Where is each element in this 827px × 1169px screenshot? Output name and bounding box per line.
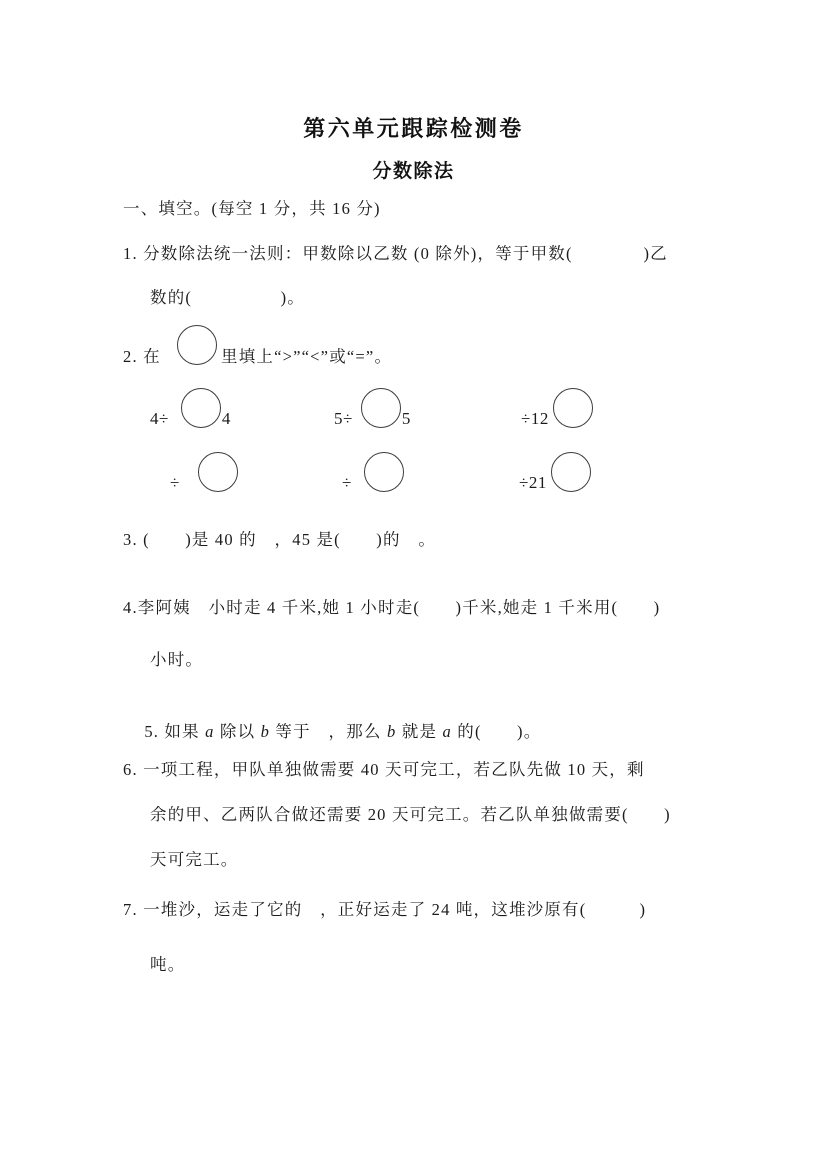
q5-text: 5. 如果 bbox=[144, 722, 206, 741]
compare-circle bbox=[551, 452, 591, 492]
question-6-line-1: 6. 一项工程，甲队单独做需要 40 天可完工，若乙队先做 10 天，剩 bbox=[123, 760, 645, 779]
question-1-line-1: 1. 分数除法统一法则：甲数除以乙数 (0 除外)，等于甲数( )乙 bbox=[123, 244, 668, 263]
question-2-tail: 里填上“>”“<”或“=”。 bbox=[221, 347, 393, 366]
compare-item-2-left: 5÷ bbox=[334, 409, 353, 428]
question-5-line-1 bbox=[123, 703, 541, 760]
q5-var-b: b bbox=[386, 722, 397, 741]
q5-text: 等于 ，那么 bbox=[270, 722, 387, 741]
page-subtitle: 分数除法 bbox=[372, 161, 455, 182]
section-heading: 一、填空。(每空 1 分，共 16 分) bbox=[123, 199, 381, 218]
compare-item-1 bbox=[150, 384, 231, 428]
q5-text: 就是 bbox=[396, 722, 443, 741]
question-1-line-2: 数的( )。 bbox=[150, 288, 305, 307]
question-3-line-1: 3. ( )是 40 的 ，45 是( )的 。 bbox=[123, 530, 437, 549]
compare-circle bbox=[181, 388, 221, 428]
compare-circle bbox=[364, 452, 404, 492]
compare-circle bbox=[553, 388, 593, 428]
q5-var-a: a bbox=[442, 722, 452, 741]
compare-item-6-left: ÷21 bbox=[519, 473, 547, 492]
compare-item-4-left: ÷ bbox=[170, 473, 180, 492]
question-4-line-2: 小时。 bbox=[150, 650, 204, 669]
question-6-line-3: 天可完工。 bbox=[150, 850, 239, 869]
page-title: 第六单元跟踪检测卷 bbox=[303, 116, 524, 141]
compare-item-5-left: ÷ bbox=[342, 473, 352, 492]
q5-text: 除以 bbox=[214, 722, 261, 741]
question-4-line-1: 4.李阿姨 小时走 4 千米,她 1 小时走( )千米,她走 1 千米用( ) bbox=[123, 598, 661, 617]
compare-item-6 bbox=[519, 448, 592, 492]
compare-item-3 bbox=[521, 384, 594, 428]
compare-circle bbox=[361, 388, 401, 428]
compare-circle-blank bbox=[177, 325, 217, 365]
compare-item-2-right: 5 bbox=[401, 409, 411, 428]
compare-item-3-left: ÷12 bbox=[521, 409, 549, 428]
compare-item-5 bbox=[342, 448, 405, 492]
compare-circle bbox=[198, 452, 238, 492]
compare-item-2 bbox=[334, 384, 411, 428]
q5-var-b: b bbox=[260, 722, 271, 741]
question-2-lead: 2. 在 bbox=[123, 347, 161, 366]
question-7-line-2: 吨。 bbox=[150, 955, 186, 974]
q5-var-a: a bbox=[205, 722, 215, 741]
compare-item-1-left: 4÷ bbox=[150, 409, 169, 428]
question-6-line-2: 余的甲、乙两队合做还需要 20 天可完工。若乙队单独做需要( ) bbox=[150, 805, 671, 824]
compare-item-4 bbox=[170, 448, 239, 492]
compare-item-1-right: 4 bbox=[221, 409, 231, 428]
q5-text: 的( )。 bbox=[451, 722, 542, 741]
question-7-line-1: 7. 一堆沙，运走了它的 ，正好运走了 24 吨，这堆沙原有( ) bbox=[123, 900, 647, 919]
